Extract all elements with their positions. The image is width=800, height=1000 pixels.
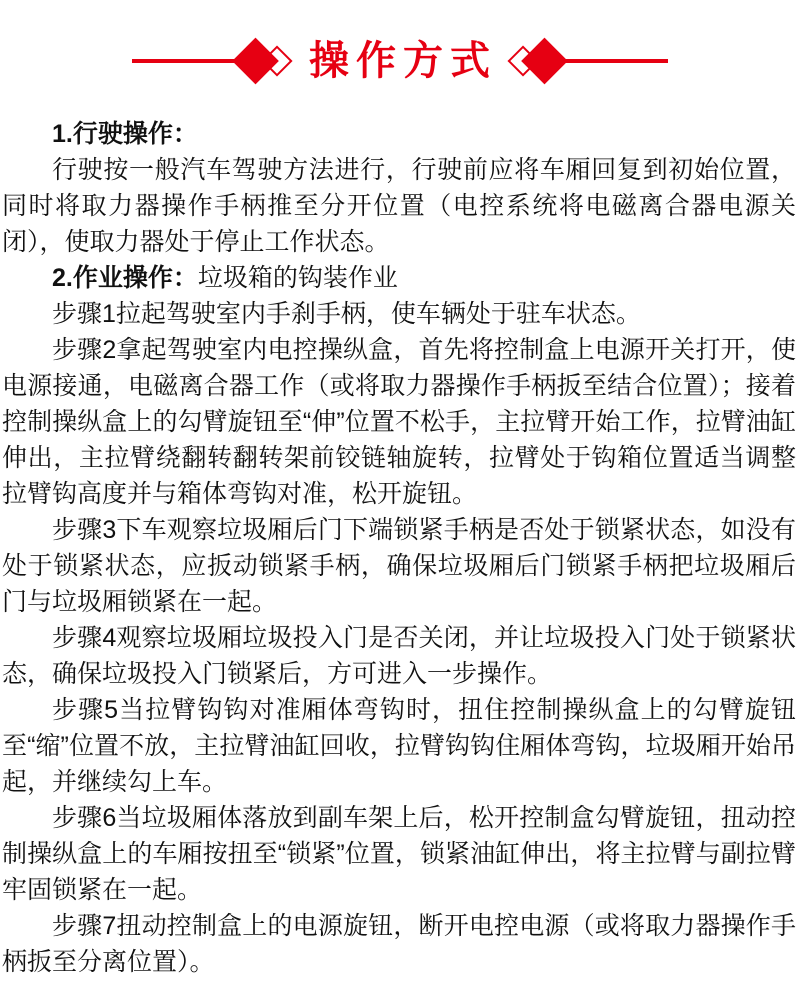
diamond-ornament-left — [237, 35, 295, 87]
step-1-paragraph: 步骤1拉起驾驶室内手刹手柄，使车辆处于驻车状态。 — [52, 300, 641, 328]
header-rule-right — [563, 59, 668, 63]
header-rule-left — [132, 59, 237, 63]
section2-heading-label: 2.作业操作： — [52, 264, 198, 292]
section2-heading — [2, 260, 796, 296]
step-7-paragraph: 步骤7扭动控制盒上的电源旋钮，断开电控电源（或将取力器操作手柄扳至分离位置）。 — [2, 912, 796, 976]
section1-heading — [2, 116, 796, 152]
filled-diamond-icon — [521, 38, 568, 85]
section-header — [0, 34, 800, 88]
diamond-ornament-right — [505, 35, 563, 87]
section2-heading-suffix: 垃圾箱的钩装作业 — [197, 264, 398, 292]
filled-diamond-icon — [232, 38, 279, 85]
section1-paragraph: 行驶按一般汽车驾驶方法进行，行驶前应将车厢回复到初始位置，同时将取力器操作手柄推至分开位置（电控系统将电磁离合器电源关闭），使取力器处于停止工作状态。 — [2, 156, 796, 256]
step-6-paragraph: 步骤6当垃圾厢体落放到副车架上后，松开控制盒勾臂旋钮，扭动控制操纵盒上的车厢按扭至“锁紧”位置，锁紧油缸伸出，将主拉臂与副拉臂牢固锁紧在一起。 — [2, 804, 796, 904]
page-title: 操作方式 — [309, 39, 497, 83]
document-body — [0, 116, 800, 980]
step-5-paragraph: 步骤5当拉臂钩钩对准厢体弯钩时，扭住控制操纵盒上的勾臂旋钮至“缩”位置不放，主拉臂油缸回收，拉臂钩钩住厢体弯钩，垃圾厢开始吊起，并继续勾上车。 — [2, 696, 796, 796]
step-2-paragraph: 步骤2拿起驾驶室内电控操纵盒，首先将控制盒上电源开关打开，使电源接通，电磁离合器工作（或将取力器操作手柄扳至结合位置）；接着控制操纵盒上的勾臂旋钮至“伸”位置不松手，主拉臂开始工作，拉臂油缸伸出，主拉臂绕翻转翻转架前铰链轴旋转，拉臂处于钩箱位置适当调整拉臂钩高度并与箱体弯钩对准，松开旋钮。 — [2, 336, 796, 508]
step-3-paragraph: 步骤3下车观察垃圾厢后门下端锁紧手柄是否处于锁紧状态，如没有处于锁紧状态，应扳动锁紧手柄，确保垃圾厢后门锁紧手柄把垃圾厢后门与垃圾厢锁紧在一起。 — [2, 516, 796, 616]
step-4-paragraph: 步骤4观察垃圾厢垃圾投入门是否关闭，并让垃圾投入门处于锁紧状态，确保垃圾投入门锁紧后，方可进入一步操作。 — [2, 624, 796, 688]
section1-heading-label: 1.行驶操作： — [52, 120, 198, 148]
